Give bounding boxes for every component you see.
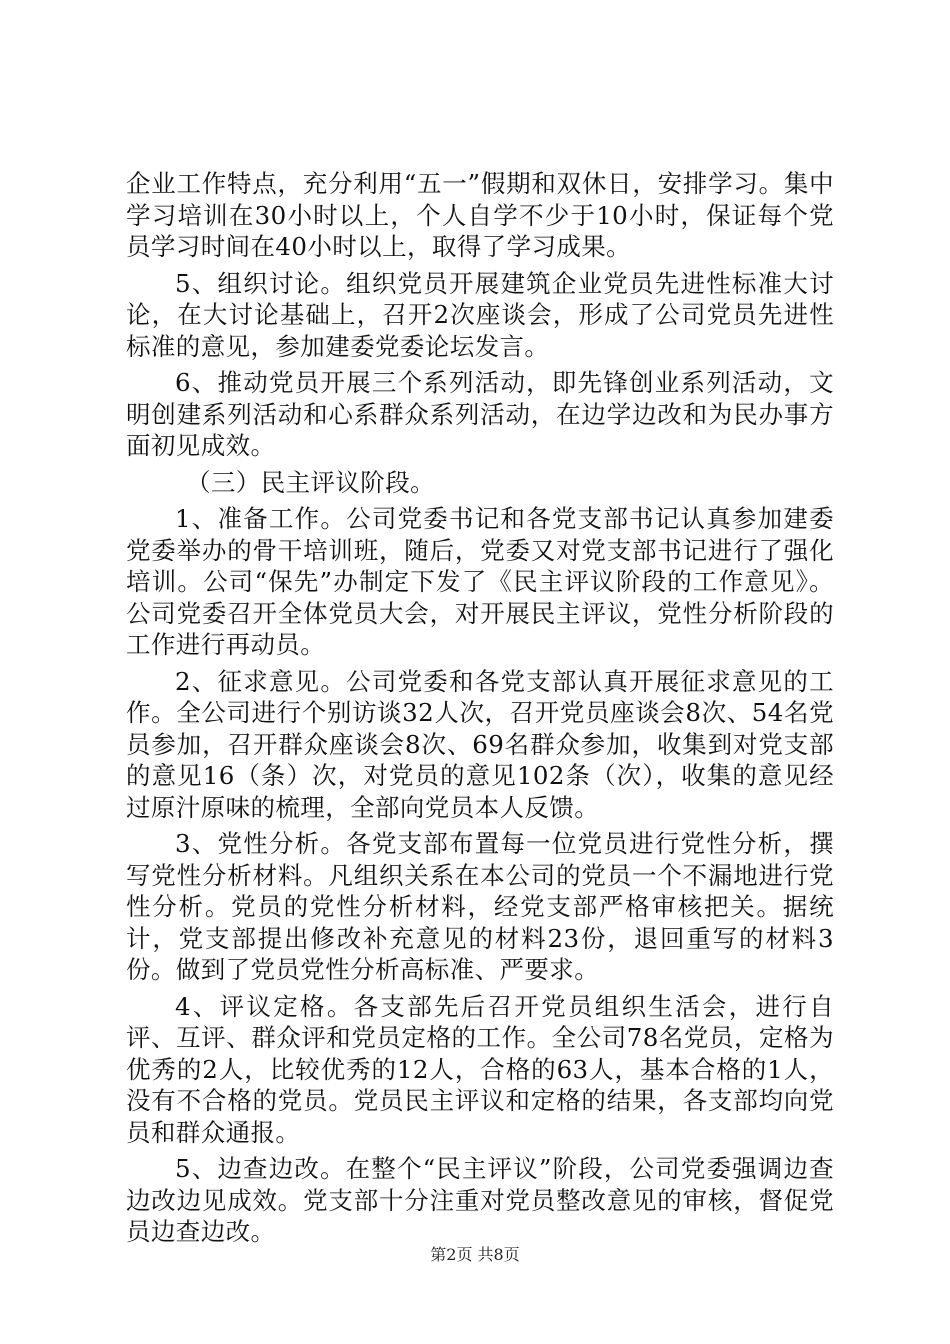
paragraph-item-4-rating: 4、评议定格。各支部先后召开党员组织生活会，进行自评、互评、群众评和党员定格的工作。全公司78名党员，定格为优秀的2人，比较优秀的12人，合格的63人，基本合格的1人，没有不合格的党员。党员民主评议和定格的结果，各支部均向党员和群众通报。 [126,991,834,1147]
page-number-footer: 第2页 共8页 [430,1245,520,1264]
paragraph-item-5-discussion: 5、组织讨论。组织党员开展建筑企业党员先进性标准大讨论，在大讨论基础上，召开2次座谈会，形成了公司党员先进性标准的意见，参加建委党委论坛发言。 [126,268,834,361]
document-body [126,168,834,1253]
paragraph-item-3-analysis: 3、党性分析。各党支部布置每一位党员进行党性分析，撰写党性分析材料。凡组织关系在本公司的党员一个不漏地进行党性分析。党员的党性分析材料，经党支部严格审核把关。据统计，党支部提出修改补充意见的材料23份，退回重写的材料3份。做到了党员党性分析高标准、严要求。 [126,829,834,984]
paragraph-item-1-preparation: 1、准备工作。公司党委书记和各党支部书记认真参加建委党委举办的骨干培训班，随后，党委又对党支部书记进行了强化培训。公司“保先”办制定下发了《民主评议阶段的工作意见》。公司党委召开全体党员大会，对开展民主评议，党性分析阶段的工作进行再动员。 [126,504,834,659]
paragraph-item-5-rectification: 5、边查边改。在整个“民主评议”阶段，公司党委强调边查边改边见成效。党支部十分注重对党员整改意见的审核，督促党员边查边改。 [126,1154,834,1246]
paragraph-continuation: 企业工作特点，充分利用“五一”假期和双休日，安排学习。集中学习培训在30小时以上，个人自学不少于10小时，保证每个党员学习时间在40小时以上，取得了学习成果。 [126,169,834,261]
paragraph-item-6-activities: 6、推动党员开展三个系列活动，即先锋创业系列活动，文明创建系列活动和心系群众系列活动，在边学边改和为民办事方面初见成效。 [126,368,834,460]
section-heading-democratic-review: （三）民主评议阶段。 [186,467,435,497]
paragraph-item-2-opinions: 2、征求意见。公司党委和各党支部认真开展征求意见的工作。全公司进行个别访谈32人次，召开党员座谈会8次、54名党员参加，召开群众座谈会8次、69名群众参加，收集到对党支部的意见16（条）次，对党员的意见102条（次），收集的意见经过原汁原味的梳理，全部向党员本人反馈。 [126,666,834,822]
